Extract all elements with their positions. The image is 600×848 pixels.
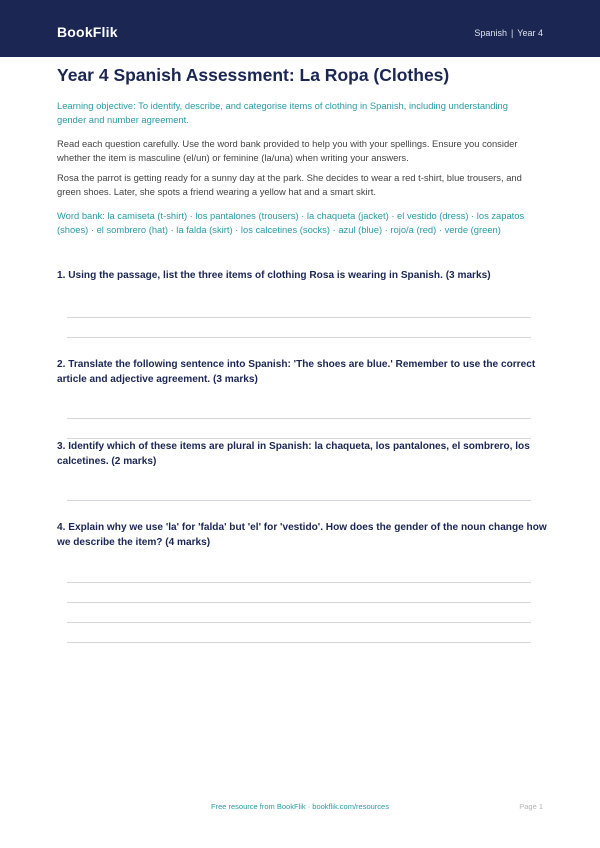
answer-line[interactable] xyxy=(67,602,531,603)
answer-line[interactable] xyxy=(67,500,531,501)
subject-label: Spanish xyxy=(474,28,507,38)
answer-line[interactable] xyxy=(67,622,531,623)
question-4: 4. Explain why we use 'la' for 'falda' but 'el' for 'vestido'. How does the gender of the noun change how we describe the item? (4 marks) xyxy=(57,522,547,548)
question-3: 3. Identify which of these items are plural in Spanish: la chaqueta, los pantalones, el sombrero, los calcetines. (2 marks) xyxy=(57,441,530,467)
passage-text: Rosa the parrot is getting ready for a sunny day at the park. She decides to wear a red t-shirt, blue trousers, and green shoes. Later, she spots a friend wearing a yellow hat and a smart skirt. xyxy=(57,172,522,197)
year-label: Year 4 xyxy=(517,28,543,38)
answer-line[interactable] xyxy=(67,582,531,583)
learning-objective: Learning objective: To identify, describe, and categorise items of clothing in Spanish, including understanding gender and number agreement. xyxy=(57,100,508,125)
instructions-text: Read each question carefully. Use the word bank provided to help you with your spellings. Ensure you consider whether the item is masculine (el/un) or feminine (la/una) when writing your answers. xyxy=(57,138,518,163)
footer-credit[interactable]: Free resource from BookFlik · bookflik.com/resources xyxy=(211,802,389,811)
answer-line[interactable] xyxy=(67,317,531,318)
header-bar xyxy=(0,0,600,57)
word-bank: Word bank: la camiseta (t-shirt) · los pantalones (trousers) · la chaqueta (jacket) · el vestido (dress) · los zapatos (shoes) · el sombrero (hat) · la falda (skirt) · los calcetines (socks) · azul (blue) · rojo/a (red) · verde (green) xyxy=(57,210,525,235)
answer-line[interactable] xyxy=(67,337,531,338)
answer-line[interactable] xyxy=(67,642,531,643)
page-title: Year 4 Spanish Assessment: La Ropa (Clothes) xyxy=(57,65,450,85)
header-meta xyxy=(474,28,543,38)
brand-logo[interactable]: BookFlik xyxy=(57,24,118,40)
answer-line[interactable] xyxy=(67,418,531,419)
meta-separator: | xyxy=(510,28,514,38)
page-number: Page 1 xyxy=(519,802,543,811)
question-1: 1. Using the passage, list the three items of clothing Rosa is wearing in Spanish. (3 marks) xyxy=(57,270,491,281)
question-2: 2. Translate the following sentence into Spanish: 'The shoes are blue.' Remember to use the correct article and adjective agreement. (3 marks) xyxy=(57,359,536,385)
